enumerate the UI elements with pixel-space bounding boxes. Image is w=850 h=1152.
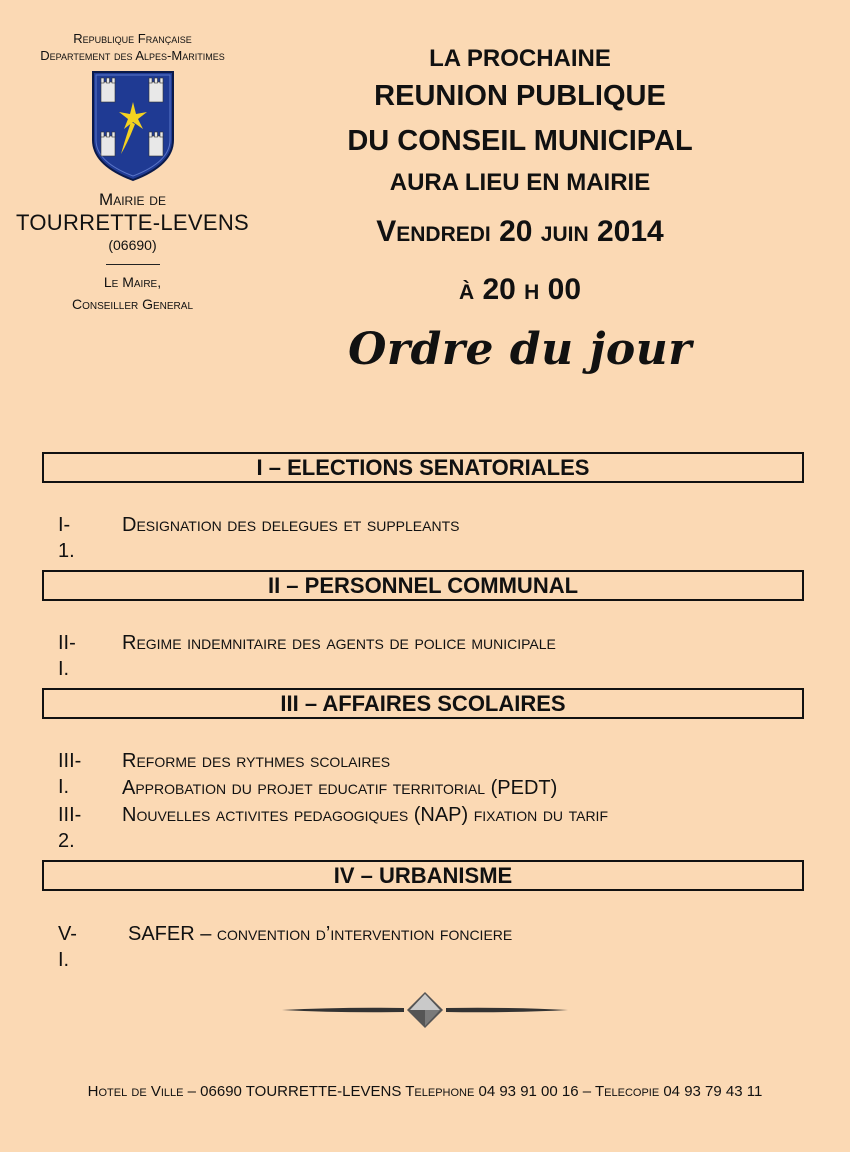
coat-of-arms-icon [91,70,175,182]
item-number: III-2. [58,804,82,852]
title-line-3: DU CONSEIL MUNICIPAL [347,125,693,157]
ordre-du-jour-heading: Ordre du jour [348,324,692,375]
item-text: SAFER – convention d’intervention fonciere [128,923,513,945]
item-text: Approbation du projet educatif territorial (PEDT) [122,777,558,799]
item-number: II-I. [58,632,76,680]
item-text: Reforme des rythmes scolaires [122,750,391,772]
item-text: Designation des delegues et suppleants [122,514,460,536]
item-number: V-I. [58,923,77,971]
item-text: Regime indemnitaire des agents de police municipale [122,632,556,654]
meeting-time: à 20 h 00 [458,273,582,306]
town-name: TOURRETTE-LEVENS [16,210,249,235]
item-number: III-I. [58,750,82,798]
section-heading-scolaires: III – AFFAIRES SCOLAIRES [42,688,804,719]
title-line-2: REUNION PUBLIQUE [374,80,666,112]
departement: Departement des Alpes-Maritimes [40,48,225,63]
footer-contact: Hotel de Ville – 06690 TOURRETTE-LEVENS Telephone 04 93 91 00 16 – Telecopie 04 93 79 43 11 [87,1083,763,1100]
title-line-1: LA PROCHAINE [429,45,611,72]
section-heading-elections: I – ELECTIONS SENATORIALES [42,452,804,483]
postal-code: (06690) [108,237,157,253]
conseiller-general-label: Conseiller General [71,296,194,312]
item-text: Nouvelles activites pedagogiques (NAP) fixation du tarif [122,804,608,826]
section-heading-urbanisme: IV – URBANISME [42,860,804,891]
announcement-title [270,40,770,376]
section-heading-personnel: II – PERSONNEL COMMUNAL [42,570,804,601]
diamond-divider-icon [280,990,570,1030]
republique-francaise: Republique Française [73,31,192,46]
mairie-de-label: Mairie de [99,190,166,209]
mairie-header [10,30,255,315]
divider [106,264,160,265]
title-line-4: AURA LIEU EN MAIRIE [389,169,651,196]
item-number: I-1. [58,514,75,562]
le-maire-label: Le Maire, [103,274,162,290]
meeting-date: Vendredi 20 juin 2014 [376,215,664,248]
